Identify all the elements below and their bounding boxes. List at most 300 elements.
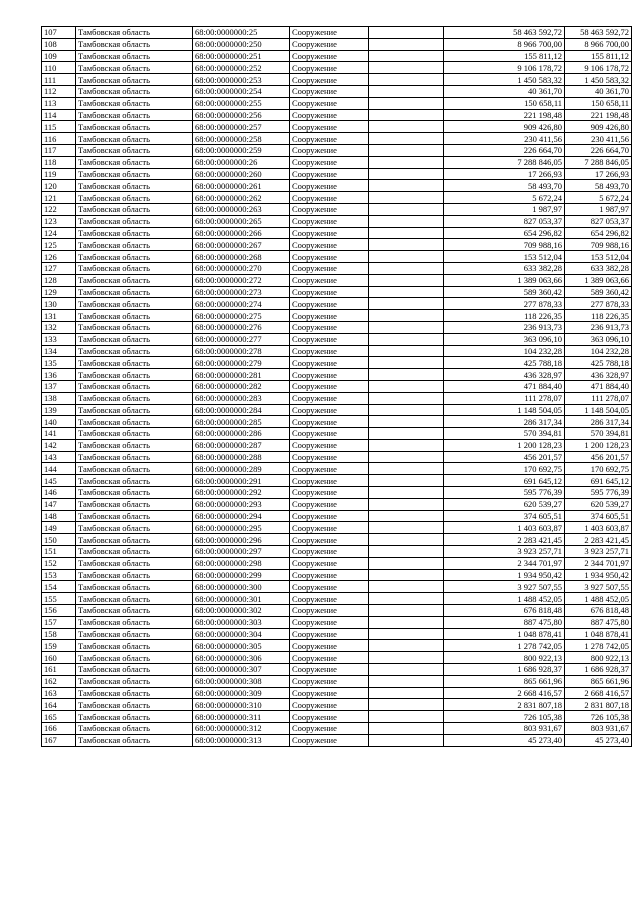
region-cell: Тамбовская область bbox=[76, 439, 193, 451]
cadastral-number-cell: 68:00:0000000:298 bbox=[193, 557, 290, 569]
object-type-cell: Сооружение bbox=[290, 286, 369, 298]
cadastral-number-cell: 68:00:0000000:25 bbox=[193, 27, 290, 39]
table-row bbox=[42, 286, 632, 298]
cadastral-number-cell: 68:00:0000000:294 bbox=[193, 510, 290, 522]
region-cell: Тамбовская область bbox=[76, 416, 193, 428]
table-row bbox=[42, 546, 632, 558]
cadastral-number-cell: 68:00:0000000:310 bbox=[193, 699, 290, 711]
region-cell: Тамбовская область bbox=[76, 428, 193, 440]
cadastral-number-cell: 68:00:0000000:266 bbox=[193, 227, 290, 239]
cadastral-value-table bbox=[41, 26, 632, 747]
value-cell-2: 58 463 592,72 bbox=[565, 27, 632, 39]
empty-cell bbox=[369, 262, 444, 274]
empty-cell bbox=[369, 734, 444, 746]
row-number: 130 bbox=[42, 298, 76, 310]
table-row bbox=[42, 262, 632, 274]
region-cell: Тамбовская область bbox=[76, 699, 193, 711]
value-cell: 7 288 846,05 bbox=[444, 156, 565, 168]
value-cell: 226 664,70 bbox=[444, 144, 565, 156]
cadastral-number-cell: 68:00:0000000:267 bbox=[193, 239, 290, 251]
empty-cell bbox=[369, 605, 444, 617]
table-row bbox=[42, 581, 632, 593]
cadastral-number-cell: 68:00:0000000:279 bbox=[193, 357, 290, 369]
value-cell-2: 726 105,38 bbox=[565, 711, 632, 723]
value-cell-2: 170 692,75 bbox=[565, 463, 632, 475]
table-row bbox=[42, 534, 632, 546]
cadastral-number-cell: 68:00:0000000:293 bbox=[193, 498, 290, 510]
row-number: 156 bbox=[42, 605, 76, 617]
table-row bbox=[42, 227, 632, 239]
row-number: 114 bbox=[42, 109, 76, 121]
value-cell-2: 827 053,37 bbox=[565, 215, 632, 227]
value-cell-2: 118 226,35 bbox=[565, 310, 632, 322]
empty-cell bbox=[369, 463, 444, 475]
object-type-cell: Сооружение bbox=[290, 333, 369, 345]
object-type-cell: Сооружение bbox=[290, 97, 369, 109]
region-cell: Тамбовская область bbox=[76, 121, 193, 133]
value-cell-2: 800 922,13 bbox=[565, 652, 632, 664]
object-type-cell: Сооружение bbox=[290, 380, 369, 392]
value-cell: 803 931,67 bbox=[444, 723, 565, 735]
region-cell: Тамбовская область bbox=[76, 510, 193, 522]
region-cell: Тамбовская область bbox=[76, 734, 193, 746]
table-row bbox=[42, 203, 632, 215]
row-number: 150 bbox=[42, 534, 76, 546]
value-cell-2: 654 296,82 bbox=[565, 227, 632, 239]
table-row bbox=[42, 711, 632, 723]
table-row bbox=[42, 439, 632, 451]
region-cell: Тамбовская область bbox=[76, 640, 193, 652]
value-cell-2: 595 776,39 bbox=[565, 487, 632, 499]
cadastral-number-cell: 68:00:0000000:259 bbox=[193, 144, 290, 156]
value-cell: 2 831 807,18 bbox=[444, 699, 565, 711]
cadastral-number-cell: 68:00:0000000:309 bbox=[193, 687, 290, 699]
row-number: 107 bbox=[42, 27, 76, 39]
empty-cell bbox=[369, 392, 444, 404]
region-cell: Тамбовская область bbox=[76, 569, 193, 581]
value-cell-2: 374 605,51 bbox=[565, 510, 632, 522]
object-type-cell: Сооружение bbox=[290, 74, 369, 86]
table-row bbox=[42, 298, 632, 310]
region-cell: Тамбовская область bbox=[76, 310, 193, 322]
row-number: 135 bbox=[42, 357, 76, 369]
value-cell: 221 198,48 bbox=[444, 109, 565, 121]
value-cell: 58 463 592,72 bbox=[444, 27, 565, 39]
value-cell-2: 570 394,81 bbox=[565, 428, 632, 440]
table-row bbox=[42, 156, 632, 168]
cadastral-number-cell: 68:00:0000000:273 bbox=[193, 286, 290, 298]
empty-cell bbox=[369, 699, 444, 711]
table-row bbox=[42, 310, 632, 322]
object-type-cell: Сооружение bbox=[290, 487, 369, 499]
cadastral-number-cell: 68:00:0000000:272 bbox=[193, 274, 290, 286]
empty-cell bbox=[369, 109, 444, 121]
region-cell: Тамбовская область bbox=[76, 321, 193, 333]
object-type-cell: Сооружение bbox=[290, 38, 369, 50]
empty-cell bbox=[369, 416, 444, 428]
value-cell: 2 283 421,45 bbox=[444, 534, 565, 546]
table-body bbox=[42, 27, 632, 747]
region-cell: Тамбовская область bbox=[76, 498, 193, 510]
value-cell: 286 317,34 bbox=[444, 416, 565, 428]
table-row bbox=[42, 723, 632, 735]
table-row bbox=[42, 475, 632, 487]
cadastral-number-cell: 68:00:0000000:304 bbox=[193, 628, 290, 640]
object-type-cell: Сооружение bbox=[290, 369, 369, 381]
cadastral-number-cell: 68:00:0000000:300 bbox=[193, 581, 290, 593]
row-number: 163 bbox=[42, 687, 76, 699]
cadastral-number-cell: 68:00:0000000:312 bbox=[193, 723, 290, 735]
table-row bbox=[42, 557, 632, 569]
row-number: 152 bbox=[42, 557, 76, 569]
region-cell: Тамбовская область bbox=[76, 227, 193, 239]
empty-cell bbox=[369, 675, 444, 687]
value-cell-2: 2 283 421,45 bbox=[565, 534, 632, 546]
row-number: 137 bbox=[42, 380, 76, 392]
value-cell-2: 425 788,18 bbox=[565, 357, 632, 369]
table-row bbox=[42, 404, 632, 416]
row-number: 122 bbox=[42, 203, 76, 215]
value-cell: 2 668 416,57 bbox=[444, 687, 565, 699]
cadastral-number-cell: 68:00:0000000:299 bbox=[193, 569, 290, 581]
region-cell: Тамбовская область bbox=[76, 97, 193, 109]
table-row bbox=[42, 428, 632, 440]
cadastral-number-cell: 68:00:0000000:301 bbox=[193, 593, 290, 605]
value-cell: 436 328,97 bbox=[444, 369, 565, 381]
value-cell: 800 922,13 bbox=[444, 652, 565, 664]
table-row bbox=[42, 168, 632, 180]
empty-cell bbox=[369, 628, 444, 640]
value-cell: 456 201,57 bbox=[444, 451, 565, 463]
value-cell: 118 226,35 bbox=[444, 310, 565, 322]
empty-cell bbox=[369, 215, 444, 227]
value-cell-2: 5 672,24 bbox=[565, 192, 632, 204]
table-row bbox=[42, 664, 632, 676]
object-type-cell: Сооружение bbox=[290, 215, 369, 227]
value-cell: 170 692,75 bbox=[444, 463, 565, 475]
table-row bbox=[42, 569, 632, 581]
cadastral-number-cell: 68:00:0000000:302 bbox=[193, 605, 290, 617]
object-type-cell: Сооружение bbox=[290, 451, 369, 463]
empty-cell bbox=[369, 451, 444, 463]
row-number: 148 bbox=[42, 510, 76, 522]
object-type-cell: Сооружение bbox=[290, 168, 369, 180]
value-cell-2: 58 493,70 bbox=[565, 180, 632, 192]
row-number: 110 bbox=[42, 62, 76, 74]
row-number: 144 bbox=[42, 463, 76, 475]
object-type-cell: Сооружение bbox=[290, 593, 369, 605]
region-cell: Тамбовская область bbox=[76, 652, 193, 664]
region-cell: Тамбовская область bbox=[76, 262, 193, 274]
empty-cell bbox=[369, 227, 444, 239]
cadastral-number-cell: 68:00:0000000:308 bbox=[193, 675, 290, 687]
row-number: 125 bbox=[42, 239, 76, 251]
region-cell: Тамбовская область bbox=[76, 27, 193, 39]
value-cell: 1 048 878,41 bbox=[444, 628, 565, 640]
cadastral-number-cell: 68:00:0000000:275 bbox=[193, 310, 290, 322]
empty-cell bbox=[369, 652, 444, 664]
cadastral-number-cell: 68:00:0000000:288 bbox=[193, 451, 290, 463]
value-cell-2: 8 966 700,00 bbox=[565, 38, 632, 50]
empty-cell bbox=[369, 251, 444, 263]
object-type-cell: Сооружение bbox=[290, 392, 369, 404]
value-cell: 363 096,10 bbox=[444, 333, 565, 345]
row-number: 116 bbox=[42, 133, 76, 145]
object-type-cell: Сооружение bbox=[290, 640, 369, 652]
empty-cell bbox=[369, 74, 444, 86]
row-number: 157 bbox=[42, 616, 76, 628]
cadastral-number-cell: 68:00:0000000:296 bbox=[193, 534, 290, 546]
region-cell: Тамбовская область bbox=[76, 687, 193, 699]
empty-cell bbox=[369, 62, 444, 74]
table-row bbox=[42, 734, 632, 746]
region-cell: Тамбовская область bbox=[76, 581, 193, 593]
empty-cell bbox=[369, 203, 444, 215]
value-cell-2: 221 198,48 bbox=[565, 109, 632, 121]
object-type-cell: Сооружение bbox=[290, 711, 369, 723]
value-cell-2: 155 811,12 bbox=[565, 50, 632, 62]
value-cell-2: 226 664,70 bbox=[565, 144, 632, 156]
value-cell: 1 987,97 bbox=[444, 203, 565, 215]
cadastral-number-cell: 68:00:0000000:255 bbox=[193, 97, 290, 109]
cadastral-number-cell: 68:00:0000000:265 bbox=[193, 215, 290, 227]
region-cell: Тамбовская область bbox=[76, 675, 193, 687]
object-type-cell: Сооружение bbox=[290, 50, 369, 62]
value-cell-2: 104 232,28 bbox=[565, 345, 632, 357]
empty-cell bbox=[369, 369, 444, 381]
table-row bbox=[42, 144, 632, 156]
value-cell: 633 382,28 bbox=[444, 262, 565, 274]
row-number: 115 bbox=[42, 121, 76, 133]
table-row bbox=[42, 50, 632, 62]
value-cell-2: 803 931,67 bbox=[565, 723, 632, 735]
cadastral-number-cell: 68:00:0000000:311 bbox=[193, 711, 290, 723]
value-cell-2: 1 389 063,66 bbox=[565, 274, 632, 286]
row-number: 113 bbox=[42, 97, 76, 109]
value-cell-2: 676 818,48 bbox=[565, 605, 632, 617]
value-cell-2: 1 686 928,37 bbox=[565, 664, 632, 676]
row-number: 147 bbox=[42, 498, 76, 510]
cadastral-number-cell: 68:00:0000000:286 bbox=[193, 428, 290, 440]
object-type-cell: Сооружение bbox=[290, 416, 369, 428]
cadastral-number-cell: 68:00:0000000:283 bbox=[193, 392, 290, 404]
table-row bbox=[42, 380, 632, 392]
value-cell-2: 1 148 504,05 bbox=[565, 404, 632, 416]
row-number: 128 bbox=[42, 274, 76, 286]
object-type-cell: Сооружение bbox=[290, 62, 369, 74]
region-cell: Тамбовская область bbox=[76, 215, 193, 227]
object-type-cell: Сооружение bbox=[290, 239, 369, 251]
region-cell: Тамбовская область bbox=[76, 546, 193, 558]
cadastral-number-cell: 68:00:0000000:292 bbox=[193, 487, 290, 499]
cadastral-number-cell: 68:00:0000000:297 bbox=[193, 546, 290, 558]
table-row bbox=[42, 109, 632, 121]
cadastral-number-cell: 68:00:0000000:289 bbox=[193, 463, 290, 475]
value-cell-2: 471 884,40 bbox=[565, 380, 632, 392]
row-number: 109 bbox=[42, 50, 76, 62]
empty-cell bbox=[369, 546, 444, 558]
empty-cell bbox=[369, 168, 444, 180]
table-row bbox=[42, 321, 632, 333]
value-cell: 1 488 452,05 bbox=[444, 593, 565, 605]
value-cell-2: 153 512,04 bbox=[565, 251, 632, 263]
cadastral-number-cell: 68:00:0000000:295 bbox=[193, 522, 290, 534]
row-number: 131 bbox=[42, 310, 76, 322]
table-row bbox=[42, 369, 632, 381]
value-cell: 230 411,56 bbox=[444, 133, 565, 145]
row-number: 155 bbox=[42, 593, 76, 605]
object-type-cell: Сооружение bbox=[290, 605, 369, 617]
empty-cell bbox=[369, 144, 444, 156]
table-row bbox=[42, 357, 632, 369]
row-number: 153 bbox=[42, 569, 76, 581]
object-type-cell: Сооружение bbox=[290, 203, 369, 215]
object-type-cell: Сооружение bbox=[290, 723, 369, 735]
empty-cell bbox=[369, 97, 444, 109]
region-cell: Тамбовская область bbox=[76, 50, 193, 62]
row-number: 140 bbox=[42, 416, 76, 428]
value-cell-2: 2 831 807,18 bbox=[565, 699, 632, 711]
row-number: 158 bbox=[42, 628, 76, 640]
cadastral-number-cell: 68:00:0000000:258 bbox=[193, 133, 290, 145]
cadastral-number-cell: 68:00:0000000:287 bbox=[193, 439, 290, 451]
empty-cell bbox=[369, 298, 444, 310]
cadastral-number-cell: 68:00:0000000:276 bbox=[193, 321, 290, 333]
value-cell: 1 200 128,23 bbox=[444, 439, 565, 451]
table-row bbox=[42, 522, 632, 534]
object-type-cell: Сооружение bbox=[290, 274, 369, 286]
row-number: 121 bbox=[42, 192, 76, 204]
object-type-cell: Сооружение bbox=[290, 687, 369, 699]
empty-cell bbox=[369, 711, 444, 723]
value-cell: 3 923 257,71 bbox=[444, 546, 565, 558]
object-type-cell: Сооружение bbox=[290, 180, 369, 192]
value-cell: 111 278,07 bbox=[444, 392, 565, 404]
region-cell: Тамбовская область bbox=[76, 133, 193, 145]
object-type-cell: Сооружение bbox=[290, 699, 369, 711]
region-cell: Тамбовская область bbox=[76, 628, 193, 640]
table-row bbox=[42, 392, 632, 404]
object-type-cell: Сооружение bbox=[290, 652, 369, 664]
value-cell-2: 3 927 507,55 bbox=[565, 581, 632, 593]
value-cell-2: 363 096,10 bbox=[565, 333, 632, 345]
row-number: 141 bbox=[42, 428, 76, 440]
cadastral-number-cell: 68:00:0000000:254 bbox=[193, 85, 290, 97]
value-cell: 709 988,16 bbox=[444, 239, 565, 251]
row-number: 139 bbox=[42, 404, 76, 416]
empty-cell bbox=[369, 357, 444, 369]
value-cell-2: 1 403 603,87 bbox=[565, 522, 632, 534]
region-cell: Тамбовская область bbox=[76, 38, 193, 50]
table-row bbox=[42, 239, 632, 251]
empty-cell bbox=[369, 192, 444, 204]
table-row bbox=[42, 616, 632, 628]
row-number: 127 bbox=[42, 262, 76, 274]
value-cell-2: 1 048 878,41 bbox=[565, 628, 632, 640]
empty-cell bbox=[369, 380, 444, 392]
value-cell: 909 426,80 bbox=[444, 121, 565, 133]
empty-cell bbox=[369, 156, 444, 168]
region-cell: Тамбовская область bbox=[76, 392, 193, 404]
table-row bbox=[42, 192, 632, 204]
value-cell: 277 878,33 bbox=[444, 298, 565, 310]
region-cell: Тамбовская область bbox=[76, 345, 193, 357]
value-cell: 654 296,82 bbox=[444, 227, 565, 239]
region-cell: Тамбовская область bbox=[76, 605, 193, 617]
empty-cell bbox=[369, 274, 444, 286]
object-type-cell: Сооружение bbox=[290, 27, 369, 39]
cadastral-number-cell: 68:00:0000000:306 bbox=[193, 652, 290, 664]
cadastral-number-cell: 68:00:0000000:262 bbox=[193, 192, 290, 204]
value-cell-2: 40 361,70 bbox=[565, 85, 632, 97]
region-cell: Тамбовская область bbox=[76, 593, 193, 605]
object-type-cell: Сооружение bbox=[290, 298, 369, 310]
value-cell-2: 1 278 742,05 bbox=[565, 640, 632, 652]
row-number: 136 bbox=[42, 369, 76, 381]
empty-cell bbox=[369, 510, 444, 522]
value-cell: 9 106 178,72 bbox=[444, 62, 565, 74]
object-type-cell: Сооружение bbox=[290, 522, 369, 534]
empty-cell bbox=[369, 180, 444, 192]
value-cell: 236 913,73 bbox=[444, 321, 565, 333]
cadastral-number-cell: 68:00:0000000:277 bbox=[193, 333, 290, 345]
table-row bbox=[42, 74, 632, 86]
cadastral-number-cell: 68:00:0000000:305 bbox=[193, 640, 290, 652]
row-number: 160 bbox=[42, 652, 76, 664]
table-row bbox=[42, 345, 632, 357]
region-cell: Тамбовская область bbox=[76, 616, 193, 628]
region-cell: Тамбовская область bbox=[76, 286, 193, 298]
value-cell-2: 2 668 416,57 bbox=[565, 687, 632, 699]
cadastral-number-cell: 68:00:0000000:26 bbox=[193, 156, 290, 168]
empty-cell bbox=[369, 534, 444, 546]
cadastral-number-cell: 68:00:0000000:303 bbox=[193, 616, 290, 628]
cadastral-number-cell: 68:00:0000000:307 bbox=[193, 664, 290, 676]
cadastral-number-cell: 68:00:0000000:274 bbox=[193, 298, 290, 310]
region-cell: Тамбовская область bbox=[76, 180, 193, 192]
empty-cell bbox=[369, 569, 444, 581]
cadastral-number-cell: 68:00:0000000:291 bbox=[193, 475, 290, 487]
value-cell: 45 273,40 bbox=[444, 734, 565, 746]
table-row bbox=[42, 593, 632, 605]
value-cell-2: 909 426,80 bbox=[565, 121, 632, 133]
value-cell-2: 7 288 846,05 bbox=[565, 156, 632, 168]
table-row bbox=[42, 699, 632, 711]
value-cell: 726 105,38 bbox=[444, 711, 565, 723]
table-row bbox=[42, 85, 632, 97]
row-number: 132 bbox=[42, 321, 76, 333]
empty-cell bbox=[369, 85, 444, 97]
cadastral-number-cell: 68:00:0000000:285 bbox=[193, 416, 290, 428]
table-row bbox=[42, 510, 632, 522]
table-row bbox=[42, 416, 632, 428]
region-cell: Тамбовская область bbox=[76, 298, 193, 310]
region-cell: Тамбовская область bbox=[76, 239, 193, 251]
value-cell: 153 512,04 bbox=[444, 251, 565, 263]
empty-cell bbox=[369, 428, 444, 440]
value-cell-2: 633 382,28 bbox=[565, 262, 632, 274]
empty-cell bbox=[369, 581, 444, 593]
value-cell-2: 1 987,97 bbox=[565, 203, 632, 215]
value-cell: 8 966 700,00 bbox=[444, 38, 565, 50]
value-cell: 1 148 504,05 bbox=[444, 404, 565, 416]
table-row bbox=[42, 640, 632, 652]
object-type-cell: Сооружение bbox=[290, 133, 369, 145]
object-type-cell: Сооружение bbox=[290, 498, 369, 510]
region-cell: Тамбовская область bbox=[76, 723, 193, 735]
empty-cell bbox=[369, 321, 444, 333]
region-cell: Тамбовская область bbox=[76, 203, 193, 215]
